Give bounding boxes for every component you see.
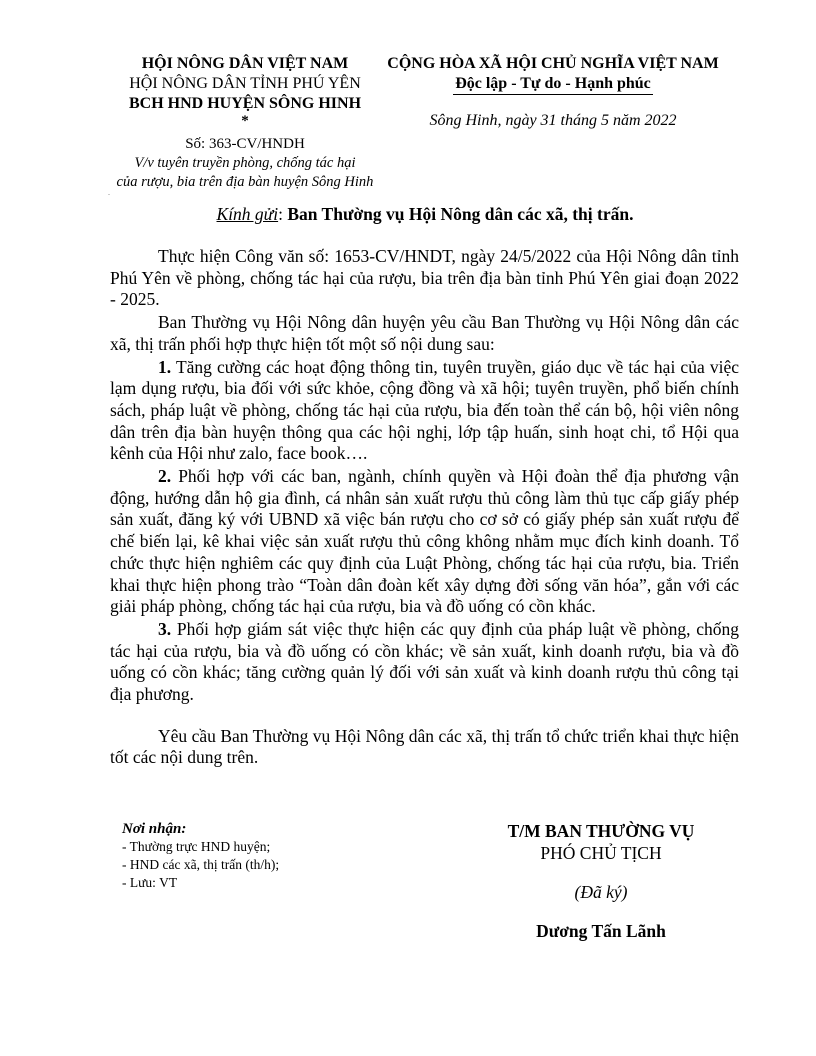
org-province: HỘI NÔNG DÂN TỈNH PHÚ YÊN [129,75,361,92]
recipient-label: Kính gửi [216,204,279,224]
national-header [380,54,726,131]
subject-line-2: của rượu, bia trên địa bàn huyện Sông Hinh [116,174,374,190]
doc-number: Số: 363-CV/HNDH [185,136,305,152]
recipient-item: - Thường trực HND huyện; [122,839,271,854]
body-closing: Yêu cầu Ban Thường vụ Hội Nông dân các xã, thị trấn tổ chức triển khai thực hiện tốt các nội dung trên. [110,725,739,768]
body-item-3 [110,619,739,706]
header-star: * [241,113,249,129]
item-2-number: 2. [158,466,172,487]
org-top: HỘI NÔNG DÂN VIỆT NAM [141,55,349,72]
signed-note: (Đã ký) [574,882,628,902]
place-date: Sông Hinh, ngày 31 tháng 5 năm 2022 [429,112,677,129]
recipient-name: Ban Thường vụ Hội Nông dân các xã, thị trấn. [287,204,634,224]
signer-role: T/M BAN THƯỜNG VỤ [507,821,695,841]
recipient-separator: : [278,204,283,224]
body-paragraph-2: Ban Thường vụ Hội Nông dân huyện yêu cầu Ban Thường vụ Hội Nông dân các xã, thị trấn phối hợp thực hiện tốt một số nội dung sau: [110,312,739,354]
recipient-line [110,204,740,225]
signature-block [470,820,732,942]
item-2-text: Phối hợp với các ban, ngành, chính quyền và Hội đoàn thể địa phương vận động, hướng dẫn hộ gia đình, cá nhân sản xuất rượu thủ công làm thủ tục cấp giấy phép sản xuất, đăng ký với UBND xã việc bán rượu cho cơ sở có giấy phép sản xuất rượu để chế biến lại, kê khai việc sản xuất rượu thủ công không nhằm mục đích kinh doanh. Tổ chức thực hiện nghiêm các quy định của Luật Phòng, chống tác hại của rượu, bia. Triển khai thực hiện phong trào “Toàn dân đoàn kết xây dựng đời sống văn hóa”, gắn với các giải pháp phòng, chống tác hại của rượu, bia và đồ uống có cồn khác. [110,466,740,617]
body-item-1 [110,357,739,466]
signer-name: Dương Tấn Lãnh [536,921,666,941]
body-paragraph-1: Thực hiện Công văn số: 1653-CV/HNDT, ngày 24/5/2022 của Hội Nông dân tỉnh Phú Yên về phòng, chống tác hại của rượu, bia trên địa bàn tỉnh Phú Yên giai đoạn 2022 - 2025. [110,246,739,310]
nation-title: CỘNG HÒA XÃ HỘI CHỦ NGHĨA VIỆT NAM [387,55,719,72]
item-3-text: Phối hợp giám sát việc thực hiện các quy định của pháp luật về phòng, chống tác hại của rượu, bia và đồ uống có cồn khác; về sản xuất, kinh doanh rượu, bia và đồ uống có cồn khác; tăng cường quản lý đối với sản xuất và kinh doanh rượu thủ công tại địa phương. [110,618,740,705]
recipient-item: - Lưu: VT [122,875,178,890]
item-3-number: 3. [158,618,172,639]
issuer-header [100,54,390,192]
body-item-2 [110,466,739,618]
motto: Độc lập - Tự do - Hạnh phúc [453,75,653,95]
item-1-number: 1. [158,356,172,377]
recipient-item: - HND các xã, thị trấn (th/h); [122,857,280,872]
item-1-text: Tăng cường các hoạt động thông tin, tuyên truyền, giáo dục về tác hại của việc lạm dụng rượu, bia đối với sức khỏe, cộng đồng và xã hội; tuyên truyền, phổ biến chính sách, pháp luật về phòng, chống tác hại của rượu, bia đến toàn thể cán bộ, hội viên nông dân trên địa bàn huyện thông qua các hội nghị, lớp tập huấn, sinh hoạt chi, tổ Hội qua kênh của Hội như zalo, face book…. [110,356,739,464]
recipients-title: Nơi nhận: [122,821,187,837]
subject-line-1: V/v tuyên truyền phòng, chống tác hại [134,155,356,171]
recipients-list [122,820,422,892]
signer-position: PHÓ CHỦ TỊCH [540,843,662,863]
divider-mark [108,194,110,195]
letter-body [110,246,739,770]
org-district: BCH HND HUYỆN SÔNG HINH [128,95,362,112]
